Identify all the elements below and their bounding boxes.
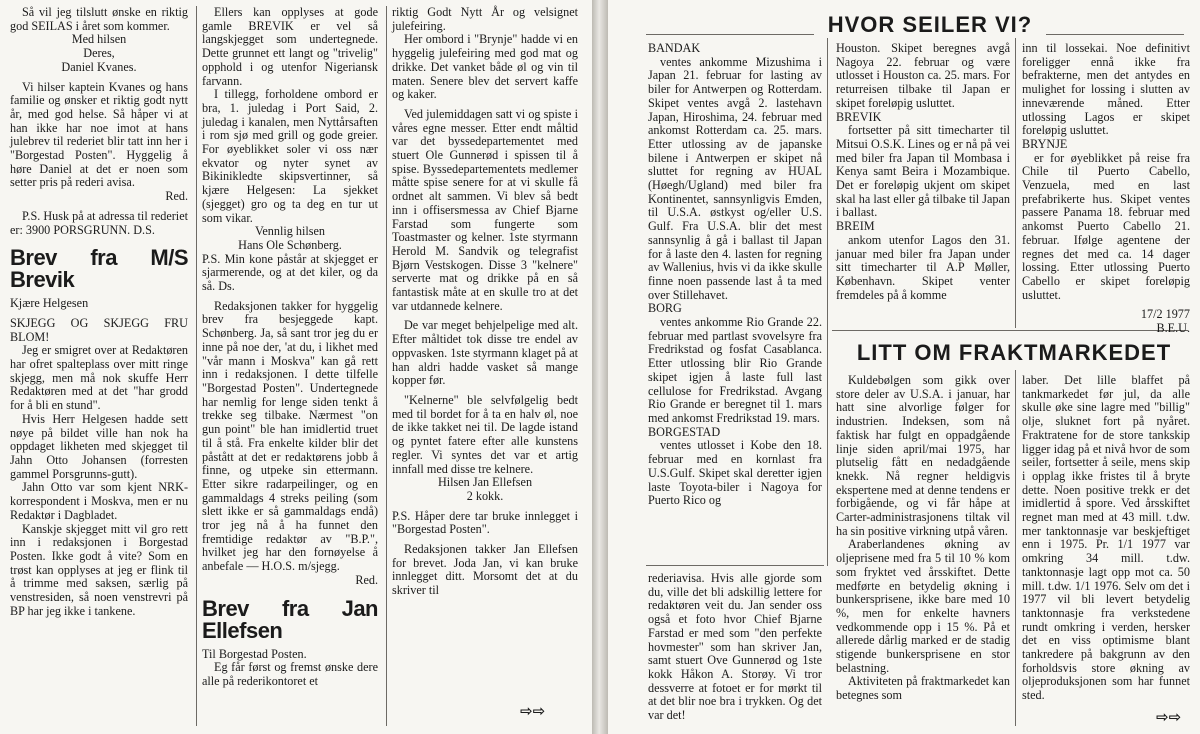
paragraph: inn til lossekai. Noe definitivt foreligger ennå ikke fra befrakterne, men det antydes en mulighet for lossing i slutten av inneværende måned. Etter utlossing Lagos er skipet foreløpig usluttet.: [1022, 41, 1190, 138]
seiler-column-2: [836, 42, 1010, 326]
postscript: P.S. Min kone påstår at skjegget er sjarmerende, og at det kiler, og da så. Ds.: [202, 251, 378, 294]
date-stamp: 17/2 1977: [1140, 307, 1190, 322]
paragraph: Houston. Skipet beregnes avgå Nagoya 22. februar og være utlosset i Houston ca. 25. mars. For returreisen tilbake til Japan er skipet foreløpig usluttet.: [836, 41, 1010, 110]
left-column-1: [10, 6, 188, 730]
page-gutter: [592, 0, 608, 734]
paragraph: I tillegg, forholdene ombord er bra, 1. juledag i Port Said, 2. juledag i kanalen, men Nyttårsaften i rom sjø med grill og gode greier. For øyeblikket soler vi oss nær ekvator og nyter synet av Bikinikledte skipsvertinner, så kjære Helgesen: La sjekket (sjegget) gro og ta deg en tur ut som vikar.: [202, 87, 378, 225]
paragraph: Hvis Herr Helgesen hadde sett nøye på bildet ville han nok ha oppdaget likheten med skjegget til Jahn Otto Johansen (forresten gammel Porsgrunns-gutt).: [10, 411, 188, 481]
paragraph: Ved julemiddagen satt vi og spiste i våres egne messer. Etter endt måltid var det byssedepartementet med stuert Ole Gunnerød i spissen til å spise. Byssedepartementets medlemer måtte spise senere for at vi skulle få ordnet alt sammen. Vi blev så bedt inn i offisersmessa av Chief Bjarne Farstad som fungerte som Toastmaster og kelner. 1ste styrmann Herold M. Sandvik og telegrafist Bjørn Vestskogen. Disse 3 "kelnere" serverte mat og drikke på en så fantastisk måte at en skulle tro at det var utdannede kelnere.: [392, 106, 578, 313]
editor-sign: Red.: [165, 189, 188, 204]
continue-arrow-icon: ⇨⇨: [1156, 708, 1182, 726]
postscript: P.S. Husk på at adressa til rederiet er: 3900 PORSGRUNN. D.S.: [10, 208, 188, 237]
paragraph: fortsetter på sitt timecharter til Mitsui O.S.K. Lines og er nå på vei med biler fra Japan til Mombasa i Kenya samt Beira i Mozambique. Det er foreløpig ukjent om skipet skal ha last eller gå tilbake til Japan i ballast.: [836, 123, 1010, 220]
paragraph: Jeg er smigret over at Redaktøren har ofret spalteplass over mitt ringe skjegg, men må nok skuffe Herr Redaktøren med at det "har grodd for å bli en stund".: [10, 343, 188, 413]
ship-name: BREIM: [836, 219, 875, 234]
paragraph: riktig Godt Nytt År og velsignet julefeiring.: [392, 5, 578, 33]
ship-name: BREVIK: [836, 109, 882, 124]
postscript: P.S. Håper dere tar bruke innlegget i "Borgestad Posten".: [392, 508, 578, 537]
column-rule: [386, 6, 387, 726]
paragraph: Her ombord i "Brynje" hadde vi en hyggelig julefeiring med god mat og drikke. Det vanket både øl og vin til maten. Senere blev det servert kaffe og kaker.: [392, 32, 578, 102]
column-rule: [1015, 38, 1016, 328]
signature: Hilsen Jan Ellefsen: [437, 475, 533, 490]
paragraph: ventes utlosset i Kobe den 18. februar med en kornlast fra U.S.Gulf. Skipet skal deretter igjen laste Toyota-biler i Nagoya for Puerto Rico og: [648, 438, 822, 508]
continued-letter: [648, 572, 822, 730]
salutation: Kjære Helgesen: [10, 296, 89, 311]
paragraph: De var meget behjelpelige med alt. Efter måltidet tok disse tre endel av oppvasken. 1ste styrmann klaget på at han aldri hadde vasket så mange kopper før.: [392, 318, 578, 388]
left-column-2: [202, 6, 378, 730]
paragraph: rederiavisa. Hvis alle gjorde som du, ville det bli adskillig lettere for redaktøren veit du. Jan sender oss også et foto hvor Chief Bjarne Farstad er med som "den perfekte hovmester" som han skriver Jan, samt stuert Ove Gunnerød og 1ste kokk Håkon A. Storøy. Vi tror dessverre at fotoet er for mørkt til at det blir noe bra i trykken. Og det var det!: [648, 571, 822, 723]
continue-arrow-icon: ⇨⇨: [520, 702, 546, 720]
author-sign: B.E.U.: [1156, 321, 1190, 336]
column-rule: [827, 38, 828, 566]
paragraph: Jahn Otto var som kjent NRK-korrespondent i Moskva, men er nu Redaktør i Dagbladet.: [10, 480, 188, 522]
banner-rule: [646, 34, 814, 35]
greeting: Med hilsen: [71, 32, 127, 47]
ship-name: BORGESTAD: [648, 424, 721, 439]
paragraph: Kanskje skjegget mitt vil gro rett inn i redaksjonen i Borgestad Posten. Ikke godt å vite? Som en trøst kan opplyses at jeg er flink til å trimme med saksen, særlig på venstresiden, så noen venstrevri på BP har jeg ikke i tankene.: [10, 521, 188, 618]
column-rule: [196, 6, 197, 726]
paragraph: Aktiviteten på fraktmarkedet kan betegnes som: [836, 674, 1010, 703]
paragraph: er for øyeblikket på reise fra Chile til Puerto Cabello, Venzuela, med en last prefabrikerte hus. Skipet ventes passere Panama 18. februar med ankomst Puerto Cabello 21. februar. Ifølge agentene der regnes det med ca. 14 dager lossing. Etter utlossing Puerto Cabello er skipet foreløpig usluttet.: [1022, 150, 1190, 302]
section-banner: LITT OM FRAKTMARKEDET: [856, 340, 1172, 365]
seiler-column-3: [1022, 41, 1190, 336]
signature: 2 kokk.: [466, 488, 504, 503]
editor-sign: Red.: [355, 572, 378, 587]
paragraph: Eg får først og fremst ønske dere alle på rederikontoret et: [202, 660, 378, 688]
ship-name: BORG: [648, 301, 682, 316]
frakt-column-1: [836, 374, 1010, 728]
paragraph: Araberlandenes økning av oljeprisene med fra 5 til 10 % kom som fryktet ved årsskiftet. Dette medførte en betydelig økning i bunkersprisene, ikke bare med 10 %, men for enkelte havners vedkommende opp i 15 %. På et allerede dårlig marked er de stadig stigende bunkersprisene en stor belastning.: [836, 537, 1010, 675]
paragraph: Redaksjonen takker Jan Ellefsen for brevet. Joda Jan, vi kan bruke innlegget ditt. Morsomt det at du skriver til: [392, 542, 578, 598]
letter-title: SKJEGG OG SKJEGG FRU BLOM!: [10, 315, 188, 344]
seiler-column-1: [648, 42, 822, 562]
ship-name: BANDAK: [648, 41, 701, 55]
article-heading: Brev fra M/S Brevik: [10, 245, 188, 293]
paragraph: Ellers kan opplyses at gode gamle BREVIK er vel så langskjegget som undertegnede. Dette grunnet ett langt og "trivelig" opphold i og utenfor Nigeriansk farvann.: [202, 5, 378, 88]
paragraph: ventes ankomme Mizushima i Japan 21. februar for lasting av biler for Antwerpen og Rotterdam. Skipet ventes avgå 2. lastehavn Japan, Hiroshima, 24. februar med ankomst Rotterdam ca. 25. mars. Etter utlossing av de japanske bilene i Antwerpen er skipet nå sluttet for regning av HUAL (Høegh/Ugland) med biler fra Kontinentet, sannsynligvis Emden, til U.S.A. østkyst og/eller U.S. Gulf. Fra U.S.A. blir det mest sannsynlig å gå i ballast til Japan for å laste den 4. lasten for regning av Wallenius, hvis vi da ikke skulle finne noen passende last å ta med over Stillehavet.: [648, 54, 822, 302]
banner-rule: [1046, 34, 1184, 35]
left-column-3: [392, 6, 578, 730]
column-rule: [1015, 370, 1016, 726]
paragraph: Så vil jeg tilslutt ønske en riktig god SEILAS i året som kommer.: [10, 5, 188, 33]
section-rule: [646, 565, 824, 566]
paragraph: ventes ankomme Rio Grande 22. februar med partlast svovelsyre fra Fredrikstad og fosfat Casablanca. Etter utlossing blir Rio Grande skipet igjen å laste full last cellulose for Fredrikstad. Avgang Rio Grande er beregnet til 1. mars med ankomst Fredrikstad 19. mars.: [648, 315, 822, 425]
ship-name: BRYNJE: [1022, 136, 1068, 151]
paragraph: Vi hilser kaptein Kvanes og hans familie og ønsker et riktig godt nytt år, med god helse. Så håper vi at han ikke har noe imot at hans julebrev til rederiet blir tatt inn her i "Borgestad Posten". Hyggelig å høre Daniel at det er noen som setter pris på rederi avisa.: [10, 79, 188, 190]
frakt-column-2: [1022, 374, 1190, 710]
signature: Vennlig hilsen: [254, 224, 326, 239]
salutation: Til Borgestad Posten.: [202, 646, 307, 661]
section-banner: HVOR SEILER VI?: [827, 12, 1033, 37]
article-heading: Brev fra Jan Ellefsen: [202, 595, 378, 643]
greeting: Deres,: [83, 46, 115, 61]
signature: Hans Ole Schønberg.: [238, 237, 342, 252]
paragraph: Redaksjonen takker for hyggelig brev fra besjeggede kapt. Schønberg. Ja, så sant tror jeg du er inne på noe der, 'at du, i likhet med "vår mann i Moskva" kan gå rett inn i redaksjonen. I dette tilfelle "Borgestad Posten". Undertegnede har nemlig for lenge siden tenkt å trekke seg tilbake. Nærmest "on gun point" ble han imidlertid truet til å stå. Fra enkelte kilder blir det påstått at det er redaktørens jobb å finne, og utpeke sin ettermann. Etter sikre radarpeilinger, og en gammaldags 4 streks peiling (som slett ikke er så gammaldags endå) tror jeg nå å ha funnet den fremtidige redaktør av "B.P.", hvilket jeg har den fornøyelse å anbefale — H.O.S. m/sjegg.: [202, 298, 378, 574]
paragraph: laber. Det lille blaffet på tankmarkedet før jul, da alle skulle øke sine lagre med "billig" olje, sluknet fort på nyåret. Fraktratene for de store tankskip ligger idag på et nivå hvor de som seiler, fortsetter å seile, mens skip i opplag ikke fristes til å bryte dette. Noen positive trekk er det imidlertid å spore. Ved årsskiftet regnet man med at 43 mill. t.dw. mer tanktonnasje var beskjeftiget enn i 1975. Pr. 1/1 1977 var omkring 34 mill. t.dw. tanktonnasje lagt opp mot ca. 50 mill. t.dw. 1/1 1976. Selv om det i 1977 vil bli levert betydelig tanktonnasje fra verkstedene rundt omkring i verden, hersker det en viss optimisme blant tankredere på bakgrunn av den forholdsvis store økning av oljeproduksjonen som har funnet sted.: [1022, 373, 1190, 703]
paragraph: "Kelnerne" ble selvfølgelig bedt med til bordet for å ta en halv øl, noe de ikke takket nei til. De lagde istand og pyntet fatere efter alle kunstens regler. Vi syntes det var et artig innfall med disse tre kelnere.: [392, 392, 578, 476]
paragraph: ankom utenfor Lagos den 31. januar med biler fra Japan under sitt timecharter til A.P Møller, København. Skipet venter fremdeles på å komme: [836, 232, 1010, 302]
greeting-signature: Daniel Kvanes.: [61, 59, 137, 74]
paragraph: Kuldebølgen som gikk over store deler av U.S.A. i januar, har hatt sine alvorlige følger for industrien. Indeksen, som nå faktisk har fulgt en oppadgående linje siden april/mai 1975, har plutselig fått en nedadgående knekk. Nå regner heldigvis ekspertene med at denne tendens er forbigående, og vi får håpe at Carter-administrasjonens tiltak vil ha sin positive virkning utpå våren.: [836, 373, 1010, 538]
